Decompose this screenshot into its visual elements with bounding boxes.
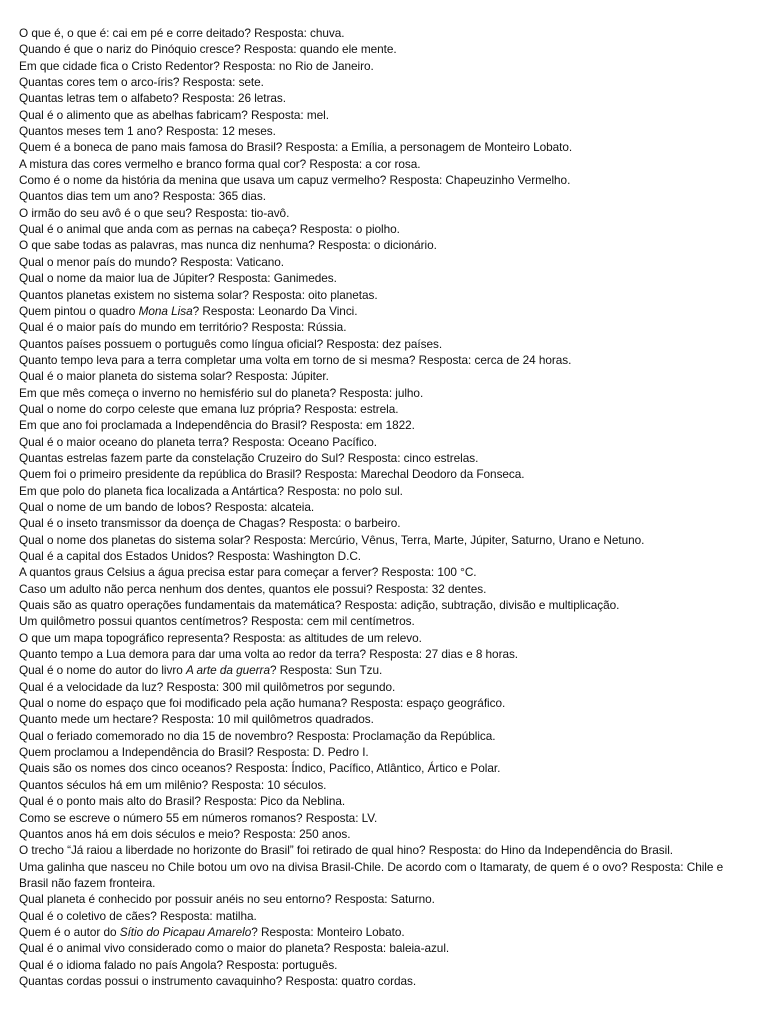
qa-line: Uma galinha que nasceu no Chile botou um ovo na divisa Brasil-Chile. De acordo com o Itamaraty, de quem é o ovo? Resposta: Chile e Brasil não fazem fronteira. [19,859,724,890]
qa-line: Quando é que o nariz do Pinóquio cresce? Resposta: quando ele mente. [19,42,397,57]
qa-line: Qual é o alimento que as abelhas fabricam? Resposta: mel. [19,107,329,122]
qa-line: Quantas estrelas fazem parte da constelação Cruzeiro do Sul? Resposta: cinco estrelas. [19,450,479,465]
qa-line: Qual é o coletivo de cães? Resposta: matilha. [19,908,257,923]
qa-line: A quantos graus Celsius a água precisa estar para começar a ferver? Resposta: 100 °C. [19,565,477,580]
qa-line: O irmão do seu avô é o que seu? Resposta: tio-avô. [19,205,290,220]
qa-line: Qual é a capital dos Estados Unidos? Resposta: Washington D.C. [19,549,362,563]
qa-line: Qual planeta é conhecido por possuir anéis no seu entorno? Resposta: Saturno. [19,892,435,907]
qa-list [19,25,748,989]
qa-line: Qual é o animal que anda com as pernas na cabeça? Resposta: o piolho. [19,222,400,237]
qa-line: Qual o feriado comemorado no dia 15 de novembro? Resposta: Proclamação da República. [19,728,496,743]
qa-line: Como se escreve o número 55 em números romanos? Resposta: LV. [19,810,378,825]
qa-line: Quantos planetas existem no sistema solar? Resposta: oito planetas. [19,287,378,302]
qa-line: Quem é o autor do Sítio do Picapau Amarelo? Resposta: Monteiro Lobato. [19,924,405,939]
qa-line: Como é o nome da história da menina que usava um capuz vermelho? Resposta: Chapeuzinho Vermelho. [19,173,571,188]
qa-line: O que um mapa topográfico representa? Resposta: as altitudes de um relevo. [19,630,422,645]
qa-line: Quantas letras tem o alfabeto? Resposta: 26 letras. [19,91,286,106]
qa-line: Qual é o idioma falado no país Angola? Resposta: português. [19,957,338,972]
qa-line: Quem é a boneca de pano mais famosa do Brasil? Resposta: a Emília, a personagem de Monteiro Lobato. [19,140,573,155]
qa-line: Qual é a velocidade da luz? Resposta: 300 mil quilômetros por segundo. [19,679,396,694]
qa-line: Quem pintou o quadro Mona Lisa? Resposta: Leonardo Da Vinci. [19,303,358,318]
qa-line: Em que ano foi proclamada a Independência do Brasil? Resposta: em 1822. [19,418,415,433]
qa-line: Qual é o nome do autor do livro A arte da guerra? Resposta: Sun Tzu. [19,663,383,678]
qa-line: Quanto tempo a Lua demora para dar uma volta ao redor da terra? Resposta: 27 dias e 8 horas. [19,647,519,662]
qa-line: Quantos meses tem 1 ano? Resposta: 12 meses. [19,124,276,139]
qa-line: Quais são as quatro operações fundamentais da matemática? Resposta: adição, subtração, divisão e multiplicação. [19,598,620,613]
italic-title: A arte da guerra [185,663,270,678]
qa-line: Quanto mede um hectare? Resposta: 10 mil quilômetros quadrados. [19,712,374,727]
qa-line: Quantos anos há em dois séculos e meio? Resposta: 250 anos. [19,826,351,841]
qa-line: Qual é o maior país do mundo em território? Resposta: Rússia. [19,320,347,335]
qa-line: Quanto tempo leva para a terra completar uma volta em torno de si mesma? Resposta: cerca de 24 horas. [19,352,572,367]
qa-line: Qual é o animal vivo considerado como o maior do planeta? Resposta: baleia-azul. [19,941,450,956]
qa-line: Qual é o maior oceano do planeta terra? Resposta: Oceano Pacífico. [19,434,378,449]
qa-line: Quantas cores tem o arco-íris? Resposta: sete. [19,75,264,90]
qa-line: O que sabe todas as palavras, mas nunca diz nenhuma? Resposta: o dicionário. [19,238,437,253]
qa-line: Quantas cordas possui o instrumento cavaquinho? Resposta: quatro cordas. [19,973,417,988]
qa-line: Qual o nome de um bando de lobos? Resposta: alcateia. [19,499,315,514]
qa-line: Qual é o inseto transmissor da doença de Chagas? Resposta: o barbeiro. [19,516,401,531]
qa-line: Quantos países possuem o português como língua oficial? Resposta: dez países. [19,336,443,351]
qa-line: Em que polo do planeta fica localizada a Antártica? Resposta: no polo sul. [19,483,403,498]
qa-line: Qual o nome do espaço que foi modificado pela ação humana? Resposta: espaço geográfico. [19,696,506,711]
qa-line: Quantos dias tem um ano? Resposta: 365 dias. [19,189,266,204]
qa-line: Em que cidade fica o Cristo Redentor? Resposta: no Rio de Janeiro. [19,58,374,73]
qa-line: Quem proclamou a Independência do Brasil? Resposta: D. Pedro I. [19,745,369,760]
qa-line: Qual o nome dos planetas do sistema solar? Resposta: Mercúrio, Vênus, Terra, Marte, Júpiter, Saturno, Urano e Netuno. [19,532,645,547]
qa-line: Qual o menor país do mundo? Resposta: Vaticano. [19,254,284,269]
italic-title: Sítio do Picapau Amarelo [119,924,252,939]
qa-line: Quais são os nomes dos cinco oceanos? Resposta: Índico, Pacífico, Atlântico, Ártico e Polar. [19,761,501,776]
qa-line: Caso um adulto não perca nenhum dos dentes, quantos ele possui? Resposta: 32 dentes. [19,581,487,596]
qa-line: Quem foi o primeiro presidente da república do Brasil? Resposta: Marechal Deodoro da Fonseca. [19,467,525,482]
qa-line: Em que mês começa o inverno no hemisfério sul do planeta? Resposta: julho. [19,385,424,400]
qa-line: O que é, o que é: cai em pé e corre deitado? Resposta: chuva. [19,26,345,40]
qa-line: Quantos séculos há em um milênio? Resposta: 10 séculos. [19,777,327,792]
qa-line: Qual o nome do corpo celeste que emana luz própria? Resposta: estrela. [19,401,399,416]
qa-line: Qual é o ponto mais alto do Brasil? Resposta: Pico da Neblina. [19,794,346,809]
qa-line: Qual o nome da maior lua de Júpiter? Resposta: Ganimedes. [19,271,337,286]
italic-title: Mona Lisa [138,303,193,318]
qa-line: Um quilômetro possui quantos centímetros? Resposta: cem mil centímetros. [19,614,415,629]
qa-line: A mistura das cores vermelho e branco forma qual cor? Resposta: a cor rosa. [19,156,421,171]
qa-line: Qual é o maior planeta do sistema solar? Resposta: Júpiter. [19,369,329,384]
qa-line: O trecho “Já raiou a liberdade no horizonte do Brasil” foi retirado de qual hino? Resposta: do Hino da Independência do Brasil. [19,843,674,858]
